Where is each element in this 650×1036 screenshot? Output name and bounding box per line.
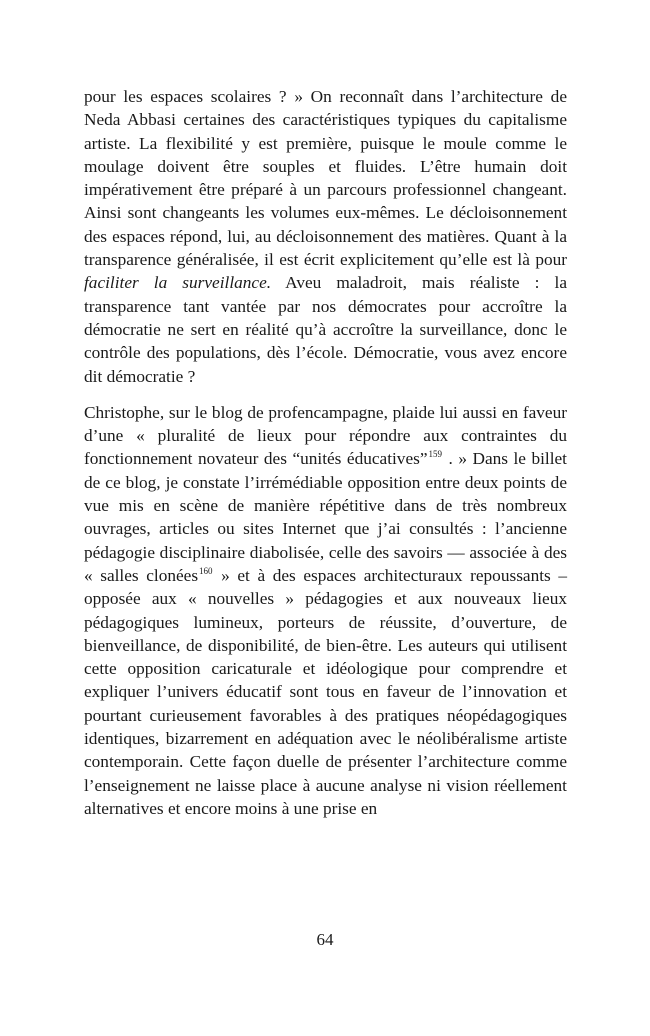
- paragraph-2-text-b: . » Dans le billet de ce blog, je constate l’irrémédiable opposition entre deux points de vue mis en scène de manière répétitive dans de très nombreux ouvrages, articles ou sites Internet que j’ai consultés : l’ancienne pédagogie disciplinaire diabolisée, celle des savoirs — associée à des « salles clonées: [84, 449, 567, 585]
- page-number: 64: [316, 930, 334, 949]
- footnote-ref-159[interactable]: 159: [428, 449, 443, 460]
- paragraph-1-text-a: pour les espaces scolaires ? » On reconnaît dans l’architecture de Neda Abbasi certaines des caractéristiques typiques du capitalisme artiste. La flexibilité y est première, puisque le moule comme le moulage doivent être souples et fluides. L’être humain doit impérativement être préparé à un parcours professionnel changeant. Ainsi sont changeants les volumes eux-mêmes. Le décloisonnement des espaces répond, lui, au décloisonnement des matières. Quant à la transparence généralisée, il est écrit explicitement qu’elle est là pour: [84, 87, 567, 270]
- paragraph-2-text-c: » et à des espaces architecturaux repoussants – opposée aux « nouvelles » pédagogies et aux nouveaux lieux pédagogiques lumineux, porteurs de réussite, d’ouverture, de bienveillance, de disponibilité, de bien-être. Les auteurs qui utilisent cette opposition caricaturale et idéologique pour comprendre et expliquer l’univers éducatif sont tous en faveur de l’innovation et pourtant curieusement favorables à des pratiques néopédagogiques identiques, bizarrement en adéquation avec le néolibéralisme artiste contemporain. Cette façon duelle de présenter l’architecture comme l’enseignement ne laisse place à aucune analyse ni vision réellement alternatives et encore moins à une prise en: [84, 565, 567, 818]
- paragraph-1: [84, 85, 567, 388]
- footnote-ref-160[interactable]: 160: [199, 565, 213, 576]
- italic-emphasis: faciliter la surveillance.: [84, 273, 272, 293]
- paragraph-2-text-a: Christophe, sur le blog de profencampagne, plaide lui aussi en faveur d’une « pluralité de lieux pour répondre aux contraintes du fonctionnement novateur des “unités éducatives”: [84, 402, 567, 469]
- paragraph-2: [84, 401, 567, 820]
- book-page-body: [84, 85, 567, 820]
- paragraph-1-text-b: Aveu maladroit, mais réaliste : la transparence tant vantée par nos démocrates pour accroître la démocratie ne sert en réalité qu’à accroître la surveillance, donc le contrôle des populations, dès l’école. Démocratie, vous avez encore dit démocratie ?: [84, 273, 567, 386]
